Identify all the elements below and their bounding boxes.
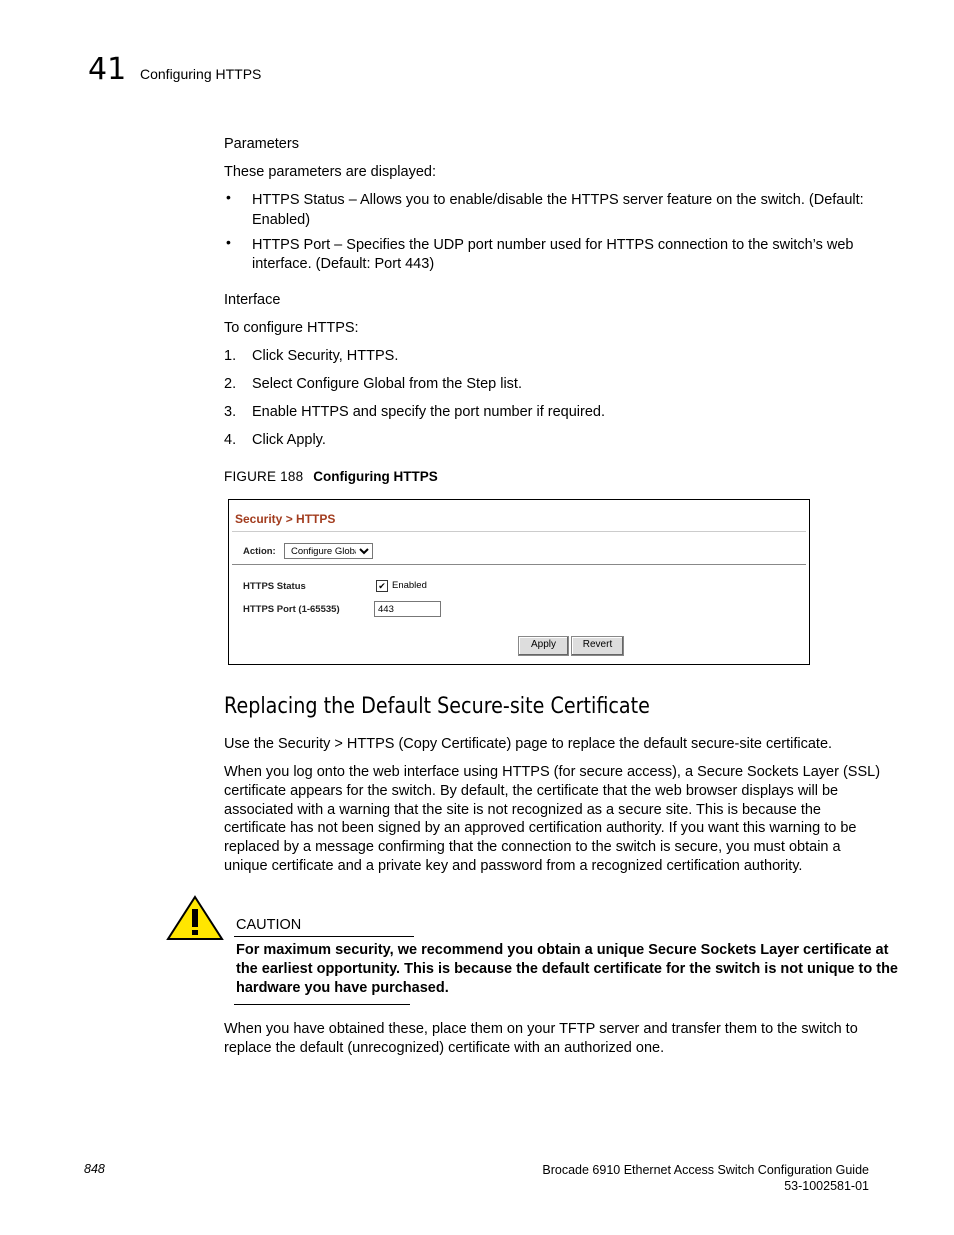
https-status-checkbox[interactable] xyxy=(376,580,388,592)
interface-heading: Interface xyxy=(224,292,281,308)
list-item xyxy=(252,191,864,210)
caution-rule-bottom xyxy=(234,1004,410,1005)
step-text: Enable HTTPS and specify the port number if required. xyxy=(252,404,606,420)
chapter-title: Configuring HTTPS xyxy=(140,66,262,82)
text-line: certificate appears for the switch. By default, the certificate that the web browser displays will be xyxy=(224,782,839,799)
caution-title: CAUTION xyxy=(236,917,302,933)
doc-title: Brocade 6910 Ethernet Access Switch Configuration Guide xyxy=(542,1163,869,1177)
section-para2 xyxy=(224,763,880,876)
text-line: hardware you have purchased. xyxy=(236,980,449,996)
caution-text xyxy=(236,941,898,998)
text-line: For maximum security, we recommend you obtain a unique Secure Sockets Layer certificate at xyxy=(236,942,889,958)
bullet-icon: • xyxy=(226,234,231,250)
text-line: the earliest opportunity. This is because the default certificate for the switch is not unique to the xyxy=(236,961,898,977)
https-settings-screenshot xyxy=(228,499,810,665)
caution-rule-top xyxy=(234,936,414,937)
action-select[interactable] xyxy=(284,543,373,559)
bullet-icon: • xyxy=(226,189,231,205)
text-line: unique certificate and a private key and password from a recognized certification authority. xyxy=(224,857,803,874)
step-number: 1. xyxy=(224,348,237,364)
https-port-label: HTTPS Port (1-65535) xyxy=(243,604,340,615)
text-line: associated with a warning that the site is not recognized as a secure site. This is because the xyxy=(224,801,821,818)
text-line: When you have obtained these, place them on your TFTP server and transfer them to the switch to xyxy=(224,1021,858,1037)
section-para1: Use the Security > HTTPS (Copy Certificate) page to replace the default secure-site certificate. xyxy=(224,736,833,752)
panel-title: Security > HTTPS xyxy=(235,512,336,526)
param-desc: – Specifies the UDP port number used for HTTPS connection to the switch’s web xyxy=(330,237,854,253)
step-text: Click Apply. xyxy=(252,432,326,448)
param-desc-cont: interface. (Default: Port 443) xyxy=(252,256,435,272)
action-label: Action: xyxy=(243,546,276,557)
param-term: HTTPS Port xyxy=(252,237,331,253)
https-port-input[interactable] xyxy=(374,601,441,617)
chapter-number: 41 xyxy=(88,52,127,87)
doc-number: 53-1002581-01 xyxy=(784,1179,869,1193)
step-number: 3. xyxy=(224,404,237,420)
figure-title: Configuring HTTPS xyxy=(313,469,438,484)
enabled-label: Enabled xyxy=(392,580,427,591)
closing-para xyxy=(224,1020,858,1058)
figure-label: FIGURE 188 xyxy=(224,469,304,484)
apply-button[interactable]: Apply xyxy=(518,636,569,656)
figure-caption xyxy=(224,469,438,484)
param-term: HTTPS Status xyxy=(252,192,345,208)
warning-icon xyxy=(166,895,224,941)
https-status-label: HTTPS Status xyxy=(243,581,306,592)
text-line: certificate has not been signed by an approved certification authority. If you want this warning to be xyxy=(224,820,857,837)
text-line: replace the default (unrecognized) certificate with an authorized one. xyxy=(224,1040,665,1056)
divider xyxy=(232,564,806,565)
param-desc-cont: Enabled) xyxy=(252,212,311,228)
param-desc: – Allows you to enable/disable the HTTPS server feature on the switch. (Default: xyxy=(344,192,864,208)
divider xyxy=(232,531,806,532)
footer-doc-info xyxy=(542,1162,869,1194)
revert-button[interactable]: Revert xyxy=(571,636,624,656)
page-number: 848 xyxy=(84,1162,105,1176)
interface-intro: To configure HTTPS: xyxy=(224,320,359,336)
step-number: 2. xyxy=(224,376,237,392)
step-text: Select Configure Global from the Step list. xyxy=(252,376,522,392)
checkmark-icon: ✔ xyxy=(378,581,386,591)
text-line: replaced by a message confirming that the connection to the switch is secure, you must obtain a xyxy=(224,839,841,856)
text-line: When you log onto the web interface using HTTPS (for secure access), a Secure Sockets Layer (SSL) xyxy=(224,764,881,780)
parameters-heading: Parameters xyxy=(224,136,299,152)
section-heading: Replacing the Default Secure-site Certificate xyxy=(224,694,650,719)
list-item xyxy=(252,236,854,255)
parameters-intro: These parameters are displayed: xyxy=(224,164,436,180)
step-number: 4. xyxy=(224,432,237,448)
step-text: Click Security, HTTPS. xyxy=(252,348,399,364)
